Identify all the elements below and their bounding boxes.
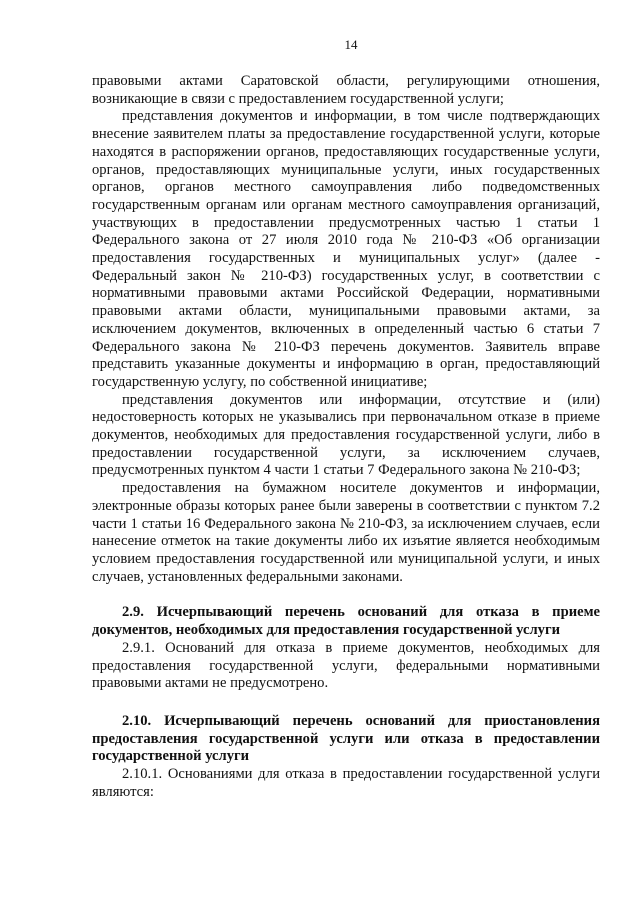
paragraph-documents-absence: представления документов или информации, отсутствие и (или) недостоверность которых не указывались при первоначальном отказе в приеме документов, необходимых для предоставления государственной услуги, либо в предоставлении государственной услуги, за исключением случаев, предусмотренных пунктом 4 части 1 статьи 7 Федерального закона № 210-ФЗ; xyxy=(92,391,600,479)
paragraph-documents-information: представления документов и информации, в том числе подтверждающих внесение заявителем платы за предоставление государственной услуги, которые находятся в распоряжении органов, предоставляющих государственные услуги, органов, предоставляющих муниципальные услуги, иных государственных органов, органов местного самоуправления либо подведомственных государственным органам или органам местного самоуправления организаций, участвующих в предоставлении предусмотренных частью 1 статьи 1 Федерального закона от 27 июля 2010 года № 210-ФЗ «Об организации предоставления государственных и муниципальных услуг» (далее - Федеральный закон № 210-ФЗ) государственных услуг, в соответствии с нормативными правовыми актами Российской Федерации, нормативными правовыми актами области, муниципальными правовыми актами, за исключением документов, включенных в определенный частью 6 статьи 7 Федерального закона № 210-ФЗ перечень документов. Заявитель вправе представить указанные документы и информацию в орган, предоставляющий государственную услугу, по собственной инициативе; xyxy=(92,108,600,390)
section-text-2-9-1: 2.9.1. Оснований для отказа в приеме документов, необходимых для предоставления государственной услуги, федеральными нормативными правовыми актами не предусмотрено. xyxy=(92,639,600,692)
paragraph-paper-documents: предоставления на бумажном носителе документов и информации, электронные образы которых ранее были заверены в соответствии с пунктом 7.2 части 1 статьи 16 Федерального закона № 210-ФЗ, за исключением случаев, если нанесение отметок на такие документы либо их изъятие является необходимым условием предоставления государственной или муниципальной услуги, и иных случаев, установленных федеральными законами. xyxy=(92,480,600,585)
section-heading-2-10: 2.10. Исчерпывающий перечень оснований для приостановления предоставления государственной услуги или отказа в предоставлении государственной услуги xyxy=(92,712,600,765)
section-heading-2-9: 2.9. Исчерпывающий перечень оснований для отказа в приеме документов, необходимых для предоставления государственной услуги xyxy=(92,604,600,639)
document-body xyxy=(92,73,600,801)
page-number: 14 xyxy=(344,37,358,52)
section-text-2-10-1: 2.10.1. Основаниями для отказа в предоставлении государственной услуги являются: xyxy=(92,766,600,800)
paragraph-continuation: правовыми актами Саратовской области, регулирующими отношения, возникающие в связи с предоставлением государственной услуги; xyxy=(92,73,600,107)
